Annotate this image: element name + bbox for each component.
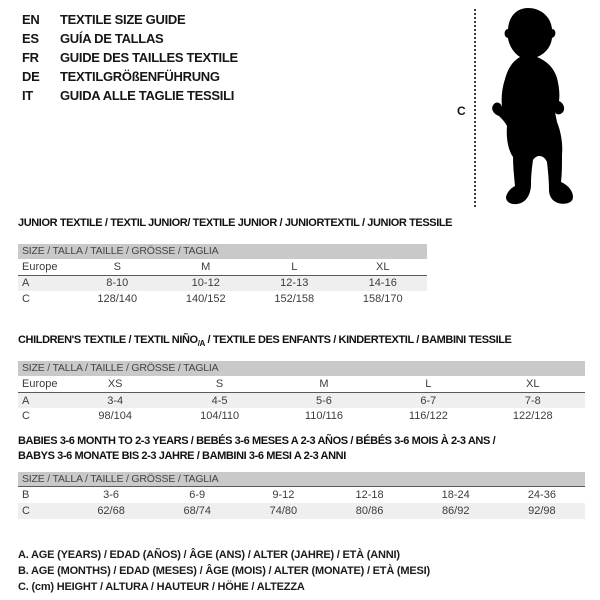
children-header-row [18,376,585,392]
size-cell: 10-12 [191,277,220,290]
language-label: GUÍA DE TALLAS [60,31,164,46]
size-cell: 68/74 [183,505,211,518]
size-col-header: L [291,260,298,273]
size-cell: 6-7 [420,394,437,407]
size-col-header: S [113,260,121,273]
size-cell: 98/104 [98,410,133,423]
junior-size-table [18,259,427,307]
language-label: TEXTILGRÖßENFÜHRUNG [60,69,220,84]
legend-note-b: B. AGE (MONTHS) / EDAD (MESES) / ÂGE (MOIS) / ALTER (MONATE) / ETÀ (MESI) [18,565,430,578]
region-col-header: Europe [22,378,58,391]
babies-size-table [18,487,585,519]
size-cell: 3-4 [107,394,124,407]
size-cell: 74/80 [269,505,298,518]
row-label: A [22,277,30,290]
language-title-list [22,10,238,105]
language-row-es [22,29,238,48]
children-row-c [18,408,585,424]
babies-title-line-2 [18,449,585,464]
legend-note-a: A. AGE (YEARS) / EDAD (AÑOS) / ÂGE (ANS) / ALTER (JAHRE) / ETÀ (ANNI) [18,549,400,562]
size-cell: 6-9 [189,489,206,502]
junior-section [18,216,453,307]
size-cell: 86/92 [441,505,470,518]
language-row-it [22,86,238,105]
language-label: GUIDA ALLE TAGLIE TESSILI [60,88,235,103]
title-text: / TEXTILE DES ENFANTS / KINDERTEXTIL / BAMBINI TESSILE [204,334,512,347]
toddler-silhouette-icon [480,4,580,209]
legend-note-c: C. (cm) HEIGHT / ALTURA / HAUTEUR / HÖHE / ALTEZZA [18,581,305,594]
row-label: B [22,489,30,502]
babies-title-line-1 [18,434,585,449]
title-text: BABIES 3-6 MONTH TO 2-3 YEARS / BEBÉS 3-6 MESES A 2-3 AÑOS / BÉBÉS 3-6 MOIS À 2-3 ANS / [18,435,496,448]
language-code: ES [22,31,39,46]
size-cell: 9-12 [272,489,295,502]
language-code: IT [22,88,33,103]
size-cell: 104/110 [200,410,240,423]
size-col-header: M [201,260,211,273]
babies-row-c [18,503,585,519]
title-text: CHILDREN'S TEXTILE / TEXTIL NIÑO [18,334,198,347]
language-label: GUIDE DES TAILLES TEXTILE [60,50,238,65]
language-code: EN [22,12,40,27]
children-row-a [18,392,585,408]
size-cell: 62/68 [97,505,125,518]
region-col-header: Europe [22,260,58,273]
babies-title [18,434,585,464]
size-cell: 116/122 [408,410,448,423]
size-header-bar: SIZE / TALLA / TAILLE / GRÖSSE / TAGLIA [18,472,585,487]
row-label: C [22,505,30,518]
junior-header-row [18,259,427,275]
size-header-bar: SIZE / TALLA / TAILLE / GRÖSSE / TAGLIA [18,361,585,376]
children-size-table [18,376,585,424]
height-measure-line [474,9,476,207]
size-cell: 152/158 [274,293,315,306]
size-cell: 158/170 [362,293,403,306]
size-cell: 5-6 [316,394,332,407]
size-cell: 122/128 [512,410,553,423]
header [0,0,600,216]
junior-row-c [18,291,427,307]
size-col-header: XS [107,378,123,391]
legend-notes [18,547,600,595]
language-row-fr [22,48,238,67]
size-cell: 4-5 [211,394,228,407]
size-cell: 12-18 [355,489,384,502]
babies-row-b [18,487,585,503]
language-label: TEXTILE SIZE GUIDE [60,12,186,27]
size-cell: 128/140 [97,293,138,306]
size-col-header: XL [376,260,390,273]
language-row-en [22,10,238,29]
row-label: C [22,410,30,423]
size-header-bar: SIZE / TALLA / TAILLE / GRÖSSE / TAGLIA [18,244,427,259]
height-figure [455,4,585,212]
children-section [18,333,585,424]
size-cell: 14-16 [368,277,397,290]
size-cell: 12-13 [280,277,309,290]
title-text: BABYS 3-6 MONATE BIS 2-3 JAHRE / BAMBINI 3-6 MESI A 2-3 ANNI [18,450,346,463]
size-cell: 8-10 [106,277,129,290]
height-c-label: C [457,104,466,118]
children-title [18,333,585,351]
junior-row-a [18,275,427,291]
size-col-header: L [425,378,432,391]
size-col-header: XL [526,378,540,391]
language-code: DE [22,69,40,84]
size-cell: 140/152 [185,293,226,306]
language-code: FR [22,50,39,65]
size-cell: 18-24 [441,489,470,502]
title-sub: /A [197,339,205,349]
row-label: C [22,293,30,306]
size-cell: 24-36 [527,489,556,502]
language-row-de [22,67,238,86]
size-col-header: M [319,378,329,391]
size-cell: 110/116 [304,410,344,423]
size-col-header: S [215,378,224,391]
row-label: A [22,394,30,407]
junior-title [18,216,453,234]
babies-section [18,434,585,519]
size-cell: 80/86 [355,505,384,518]
size-cell: 3-6 [103,489,120,502]
size-cell: 92/98 [528,505,556,518]
title-text: JUNIOR TEXTILE / TEXTIL JUNIOR/ TEXTILE JUNIOR / JUNIORTEXTIL / JUNIOR TESSILE [18,217,453,229]
size-cell: 7-8 [524,394,541,407]
